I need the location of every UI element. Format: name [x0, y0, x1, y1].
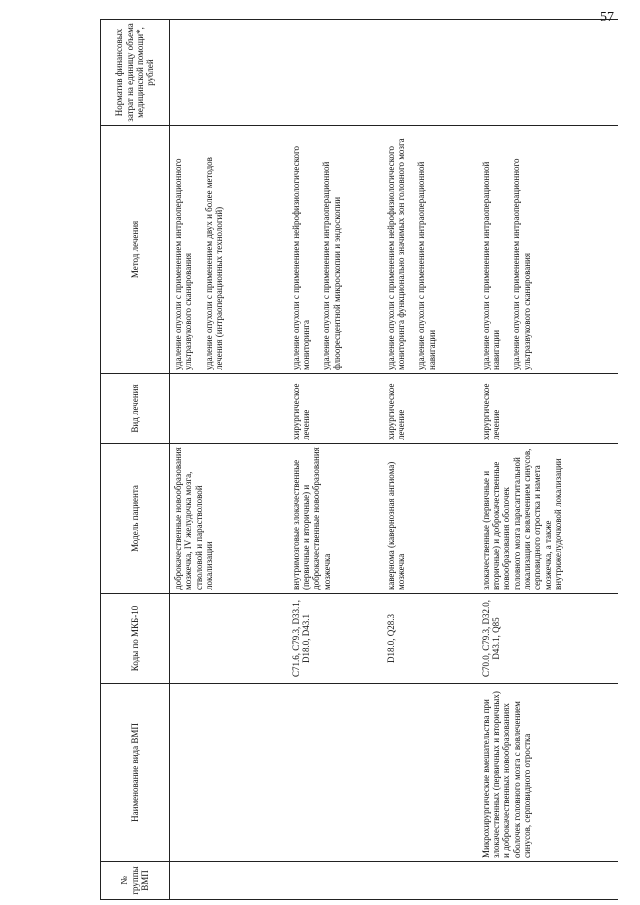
cell-type: хирургическое лечение [383, 374, 478, 444]
cell-name [288, 684, 383, 862]
cell-model: злокачественные (первичные и вторичные) и доброкачественные новообразования оболочек головного мозга парасаггитальной локализации с вовлечением синусов, серповидного отростка и намета мозжечка, а также внутрижелудочковой локализации [478, 444, 618, 594]
method-item: удаление опухоли с применением интраоперационной навигации [480, 161, 501, 370]
rotated-page [100, 20, 620, 900]
cell-type [170, 374, 288, 444]
cell-name [170, 684, 288, 862]
cell-type: хирургическое лечение [288, 374, 383, 444]
cell-methods [288, 126, 383, 374]
cell-codes [170, 594, 288, 684]
cell-norm [170, 20, 288, 126]
cell-norm [383, 20, 478, 126]
cell-norm [478, 20, 618, 126]
cell-methods [478, 126, 618, 374]
method-item: удаление опухоли с применением двух и более методов лечения (интраоперационных технологий) [203, 157, 225, 370]
cell-codes: C71.6, C79.3, D33.1, D18.0, D43.1 [288, 594, 383, 684]
cell-model: кавернома (кавернозная ангиома) мозжечка [383, 444, 478, 594]
method-item: удаление опухоли с применением интраоперационной флюоресцентной микроскопии и эндоскопии [321, 161, 342, 370]
cell-norm [288, 20, 383, 126]
table-row [288, 20, 383, 900]
header-group: № группы ВМП [101, 862, 170, 900]
cell-codes: D18.0, Q28.3 [383, 594, 478, 684]
cell-group [478, 862, 618, 900]
table-header-row [101, 20, 170, 900]
method-item: удаление опухоли с применением нейрофизиологического мониторинга [290, 146, 311, 370]
cell-methods [383, 126, 478, 374]
cell-codes: C70.0, C79.3, D32.0, D43.1, Q85 [478, 594, 618, 684]
cell-name: Микрохирургические вмешательства при злокачественных (первичных и вторичных) и доброкачественных новообразованиях оболочек головного мозга с вовлечением синусов, серповидного отростка [478, 684, 618, 862]
header-norm: Норматив финансовых затрат на единицу объема медицинской помощи*, рублей [101, 20, 170, 126]
header-codes: Коды по МКБ-10 [101, 594, 170, 684]
header-method: Метод лечения [101, 126, 170, 374]
table-row [170, 20, 288, 900]
table-row [478, 20, 618, 900]
method-item: удаление опухоли с применением интраоперационной навигации [416, 161, 437, 370]
cell-name [383, 684, 478, 862]
cell-methods [170, 126, 288, 374]
method-item: удаление опухоли с применением нейрофизиологического мониторинга функционально значимых зон головного мозга [385, 138, 406, 370]
cell-group [170, 862, 288, 900]
table-row [383, 20, 478, 900]
page-number: 57 [600, 10, 614, 25]
method-item: удаление опухоли с применением интраоперационного ультразвукового сканирования [173, 158, 194, 370]
vmp-table [100, 19, 618, 900]
header-model: Модель пациента [101, 444, 170, 594]
cell-model: внутримозговые злокачественные (первичные и вторичные) и доброкачественные новообразования мозжечка [288, 444, 383, 594]
cell-type: хирургическое лечение [478, 374, 618, 444]
cell-group [288, 862, 383, 900]
header-name: Наименование вида ВМП [101, 684, 170, 862]
header-type: Вид лечения [101, 374, 170, 444]
method-item: удаление опухоли с применением интраоперационного ультразвукового сканирования [511, 158, 532, 370]
cell-group [383, 862, 478, 900]
cell-model: доброкачественные новообразования мозжечка, IV желудочка мозга, стволовой и парастволовой локализации [170, 444, 288, 594]
